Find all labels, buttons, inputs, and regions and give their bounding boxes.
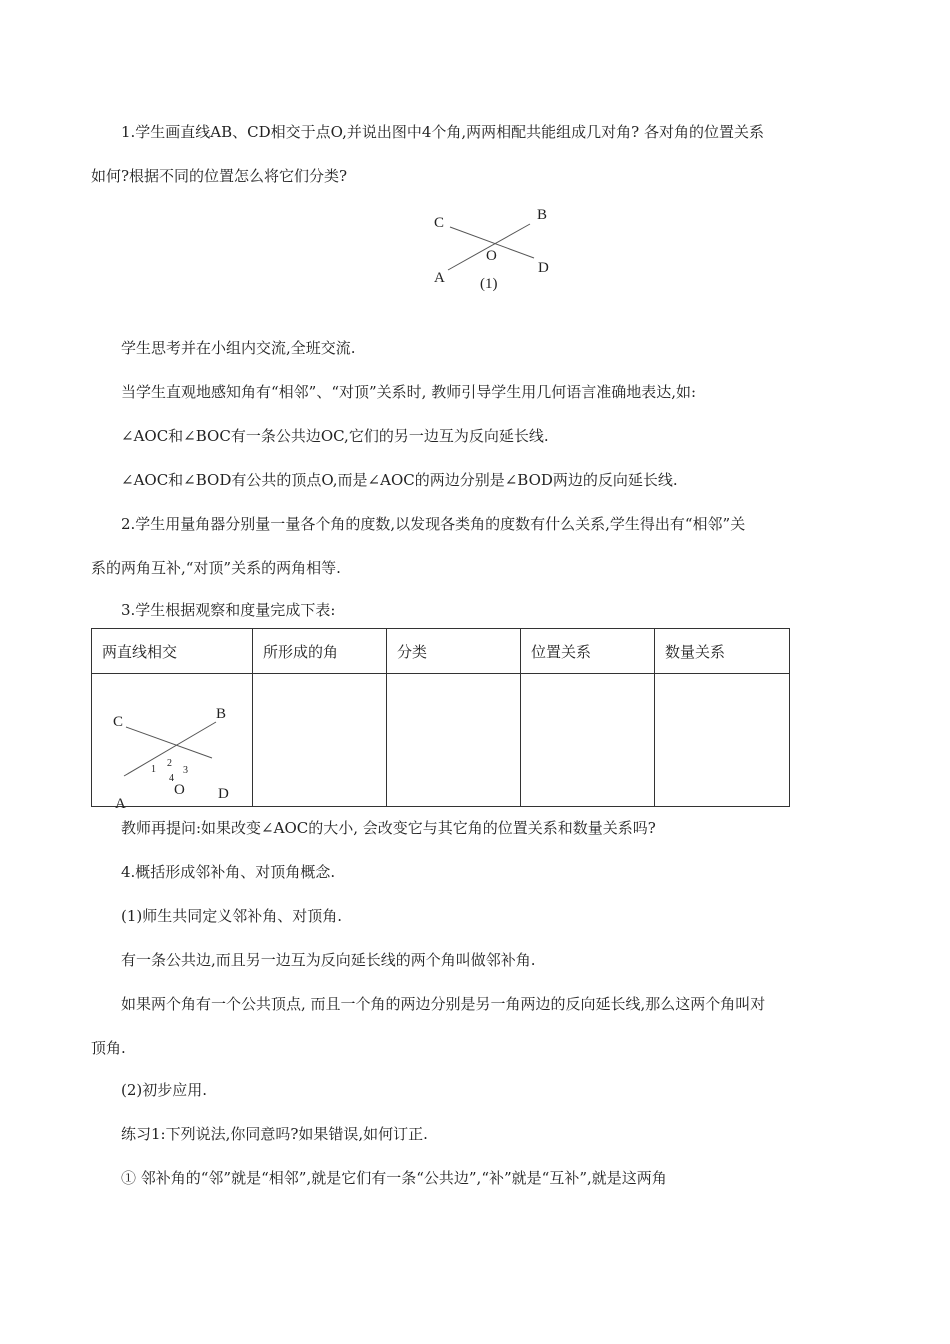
label-b: B xyxy=(537,207,548,223)
angle-label-3: 3 xyxy=(183,765,188,776)
paragraph-4: ∠AOC和∠BOC有一条公共边OC,它们的另一边互为反向延长线. xyxy=(121,427,549,445)
paragraph-13: (2)初步应用. xyxy=(121,1081,208,1099)
paragraph-12-line-2: 顶角. xyxy=(91,1039,126,1057)
table-header-cell: 数量关系 xyxy=(655,629,790,674)
angle-table xyxy=(91,628,790,812)
table-label-d: D xyxy=(218,786,229,802)
paragraph-12-line-1: 如果两个角有一个公共顶点, 而且一个角的两边分别是另一角两边的反向延长线,那么这两个角叫对 xyxy=(121,995,766,1013)
angle-label-2: 2 xyxy=(167,758,172,769)
paragraph-5: ∠AOC和∠BOD有公共的顶点O,而是∠AOC的两边分别是∠BOD两边的反向延长线. xyxy=(121,471,678,489)
table-header-cell: 位置关系 xyxy=(521,629,655,674)
angle-label-1: 1 xyxy=(151,764,156,775)
table-header-cell: 两直线相交 xyxy=(92,629,253,674)
paragraph-6-line-2: 系的两角互补,“对顶”关系的两角相等. xyxy=(91,559,341,577)
label-c: C xyxy=(434,215,445,231)
paragraph-1-line-2: 如何?根据不同的位置怎么将它们分类? xyxy=(91,167,348,185)
table-figure-cell xyxy=(92,674,253,812)
paragraph-9: 4.概括形成邻补角、对顶角概念. xyxy=(121,863,336,881)
figure-caption: (1) xyxy=(480,276,498,292)
paragraph-3: 当学生直观地感知角有“相邻”、“对顶”关系时, 教师引导学生用几何语言准确地表达,如: xyxy=(121,383,697,401)
label-a: A xyxy=(434,270,445,286)
paragraph-6-line-1: 2.学生用量角器分别量一量各个角的度数,以发现各类角的度数有什么关系,学生得出有“相邻”关 xyxy=(121,515,746,533)
label-d: D xyxy=(538,260,549,276)
table-cell xyxy=(521,674,655,807)
paragraph-8: 教师再提问:如果改变∠AOC的大小, 会改变它与其它角的位置关系和数量关系吗? xyxy=(121,819,656,837)
paragraph-10: (1)师生共同定义邻补角、对顶角. xyxy=(121,907,343,925)
table-row xyxy=(92,674,790,807)
table-label-o: O xyxy=(174,782,185,798)
table-header-cell: 所形成的角 xyxy=(253,629,387,674)
angle-label-4: 4 xyxy=(169,773,174,784)
label-o: O xyxy=(486,248,497,264)
table-label-b: B xyxy=(216,706,227,722)
table-label-c: C xyxy=(113,714,124,730)
table-figure xyxy=(92,674,252,812)
paragraph-15: ① 邻补角的“邻”就是“相邻”,就是它们有一条“公共边”,“补”就是“互补”,就是这两角 xyxy=(121,1169,667,1187)
paragraph-14: 练习1:下列说法,你同意吗?如果错误,如何订正. xyxy=(121,1125,428,1143)
table-cell xyxy=(253,674,387,807)
paragraph-1-line-1: 1.学生画直线AB、CD相交于点O,并说出图中4个角,两两相配共能组成几对角? 各对角的位置关系 xyxy=(121,123,764,141)
table-cell xyxy=(655,674,790,807)
paragraph-11: 有一条公共边,而且另一边互为反向延长线的两个角叫做邻补角. xyxy=(121,951,536,969)
table-cell xyxy=(387,674,521,807)
paragraph-2: 学生思考并在小组内交流,全班交流. xyxy=(121,339,356,357)
figure-intersecting-lines xyxy=(420,200,560,300)
table-header-row xyxy=(92,629,790,674)
table-header-cell: 分类 xyxy=(387,629,521,674)
table-label-a: A xyxy=(115,796,126,812)
paragraph-7: 3.学生根据观察和度量完成下表: xyxy=(121,601,336,619)
